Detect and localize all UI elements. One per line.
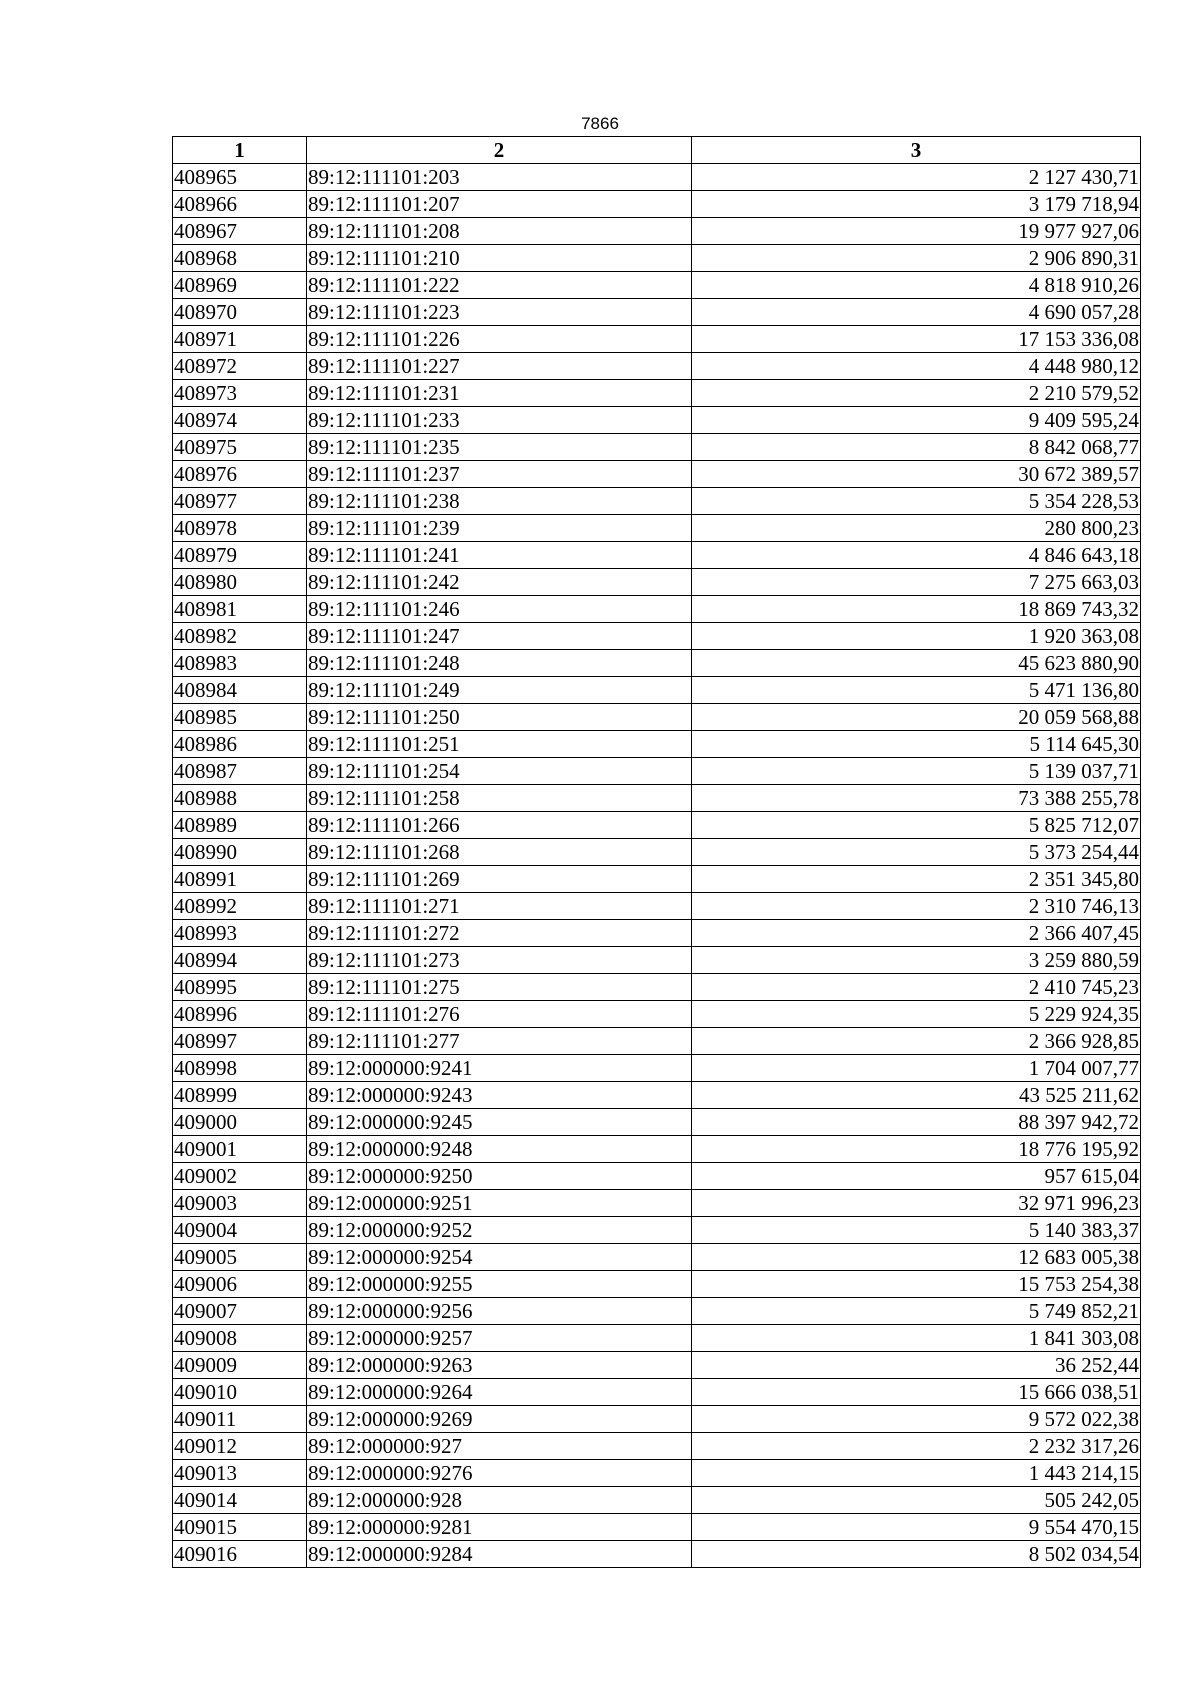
row-number-cell: 408971	[173, 326, 307, 353]
row-number-cell: 408972	[173, 353, 307, 380]
table-row	[173, 623, 1141, 650]
cadastral-id-cell: 89:12:111101:250	[307, 704, 692, 731]
cadastral-id-cell: 89:12:111101:208	[307, 218, 692, 245]
row-number-cell: 409009	[173, 1352, 307, 1379]
value-cell: 1 841 303,08	[692, 1325, 1141, 1352]
table-row	[173, 677, 1141, 704]
cadastral-id-cell: 89:12:111101:273	[307, 947, 692, 974]
table-row	[173, 704, 1141, 731]
table-row	[173, 1082, 1141, 1109]
cadastral-id-cell: 89:12:000000:9276	[307, 1460, 692, 1487]
row-number-cell: 408982	[173, 623, 307, 650]
row-number-cell: 408985	[173, 704, 307, 731]
value-cell: 280 800,23	[692, 515, 1141, 542]
table-row	[173, 839, 1141, 866]
cadastral-id-cell: 89:12:000000:9243	[307, 1082, 692, 1109]
value-cell: 5 140 383,37	[692, 1217, 1141, 1244]
table-row	[173, 893, 1141, 920]
row-number-cell: 409014	[173, 1487, 307, 1514]
row-number-cell: 408969	[173, 272, 307, 299]
cadastral-id-cell: 89:12:111101:271	[307, 893, 692, 920]
table-row	[173, 812, 1141, 839]
cadastral-id-cell: 89:12:111101:254	[307, 758, 692, 785]
cadastral-id-cell: 89:12:111101:239	[307, 515, 692, 542]
cadastral-id-cell: 89:12:111101:248	[307, 650, 692, 677]
value-cell: 5 471 136,80	[692, 677, 1141, 704]
table-row	[173, 1244, 1141, 1271]
cadastral-id-cell: 89:12:000000:9256	[307, 1298, 692, 1325]
table-row	[173, 785, 1141, 812]
value-cell: 88 397 942,72	[692, 1109, 1141, 1136]
table-row	[173, 1271, 1141, 1298]
value-cell: 1 920 363,08	[692, 623, 1141, 650]
table-row	[173, 947, 1141, 974]
row-number-cell: 408975	[173, 434, 307, 461]
table-row	[173, 974, 1141, 1001]
table-row	[173, 1460, 1141, 1487]
cadastral-id-cell: 89:12:111101:210	[307, 245, 692, 272]
value-cell: 36 252,44	[692, 1352, 1141, 1379]
table-row	[173, 1055, 1141, 1082]
row-number-cell: 408967	[173, 218, 307, 245]
row-number-cell: 408966	[173, 191, 307, 218]
page-number: 7866	[581, 114, 619, 133]
value-cell: 9 554 470,15	[692, 1514, 1141, 1541]
row-number-cell: 409008	[173, 1325, 307, 1352]
value-cell: 15 753 254,38	[692, 1271, 1141, 1298]
cadastral-id-cell: 89:12:111101:277	[307, 1028, 692, 1055]
value-cell: 8 502 034,54	[692, 1541, 1141, 1568]
table-row	[173, 542, 1141, 569]
table-row	[173, 299, 1141, 326]
cadastral-id-cell: 89:12:111101:237	[307, 461, 692, 488]
value-cell: 2 906 890,31	[692, 245, 1141, 272]
value-cell: 7 275 663,03	[692, 569, 1141, 596]
value-cell: 4 690 057,28	[692, 299, 1141, 326]
row-number-cell: 408994	[173, 947, 307, 974]
value-cell: 2 310 746,13	[692, 893, 1141, 920]
cadastral-id-cell: 89:12:111101:226	[307, 326, 692, 353]
value-cell: 5 825 712,07	[692, 812, 1141, 839]
table-row	[173, 272, 1141, 299]
cadastral-id-cell: 89:12:111101:242	[307, 569, 692, 596]
row-number-cell: 408984	[173, 677, 307, 704]
value-cell: 1 443 214,15	[692, 1460, 1141, 1487]
row-number-cell: 408988	[173, 785, 307, 812]
table-row	[173, 1514, 1141, 1541]
row-number-cell: 408977	[173, 488, 307, 515]
cadastral-id-cell: 89:12:000000:927	[307, 1433, 692, 1460]
cadastral-id-cell: 89:12:000000:9284	[307, 1541, 692, 1568]
value-cell: 20 059 568,88	[692, 704, 1141, 731]
row-number-cell: 409013	[173, 1460, 307, 1487]
table-row	[173, 1406, 1141, 1433]
row-number-cell: 408992	[173, 893, 307, 920]
row-number-cell: 408987	[173, 758, 307, 785]
cadastral-id-cell: 89:12:111101:235	[307, 434, 692, 461]
table-row	[173, 1163, 1141, 1190]
cadastral-id-cell: 89:12:111101:223	[307, 299, 692, 326]
table-row	[173, 758, 1141, 785]
value-cell: 2 366 407,45	[692, 920, 1141, 947]
value-cell: 43 525 211,62	[692, 1082, 1141, 1109]
table-row	[173, 461, 1141, 488]
table-row	[173, 1298, 1141, 1325]
value-cell: 32 971 996,23	[692, 1190, 1141, 1217]
table-row	[173, 596, 1141, 623]
cadastral-id-cell: 89:12:111101:222	[307, 272, 692, 299]
table-row	[173, 407, 1141, 434]
column-header-cadastral-id: 2	[307, 137, 692, 164]
table-row	[173, 1217, 1141, 1244]
row-number-cell: 408965	[173, 164, 307, 191]
value-cell: 3 259 880,59	[692, 947, 1141, 974]
row-number-cell: 408983	[173, 650, 307, 677]
table-row	[173, 1541, 1141, 1568]
row-number-cell: 408976	[173, 461, 307, 488]
cadastral-id-cell: 89:12:111101:203	[307, 164, 692, 191]
table-row	[173, 1109, 1141, 1136]
row-number-cell: 409000	[173, 1109, 307, 1136]
table-header-row	[173, 137, 1141, 164]
row-number-cell: 409006	[173, 1271, 307, 1298]
cadastral-id-cell: 89:12:000000:9257	[307, 1325, 692, 1352]
cadastral-id-cell: 89:12:111101:272	[307, 920, 692, 947]
row-number-cell: 408978	[173, 515, 307, 542]
row-number-cell: 408986	[173, 731, 307, 758]
cadastral-id-cell: 89:12:000000:9263	[307, 1352, 692, 1379]
row-number-cell: 408989	[173, 812, 307, 839]
value-cell: 45 623 880,90	[692, 650, 1141, 677]
table-row	[173, 1028, 1141, 1055]
value-cell: 5 114 645,30	[692, 731, 1141, 758]
cadastral-id-cell: 89:12:000000:9250	[307, 1163, 692, 1190]
table-row	[173, 1136, 1141, 1163]
row-number-cell: 409003	[173, 1190, 307, 1217]
cadastral-id-cell: 89:12:111101:269	[307, 866, 692, 893]
row-number-cell: 409011	[173, 1406, 307, 1433]
table-row	[173, 326, 1141, 353]
value-cell: 4 448 980,12	[692, 353, 1141, 380]
value-cell: 19 977 927,06	[692, 218, 1141, 245]
table-row	[173, 164, 1141, 191]
value-cell: 2 410 745,23	[692, 974, 1141, 1001]
row-number-cell: 409005	[173, 1244, 307, 1271]
table-row	[173, 191, 1141, 218]
value-cell: 505 242,05	[692, 1487, 1141, 1514]
cadastral-id-cell: 89:12:111101:266	[307, 812, 692, 839]
cadastral-id-cell: 89:12:111101:246	[307, 596, 692, 623]
cadastral-id-cell: 89:12:111101:231	[307, 380, 692, 407]
row-number-cell: 408968	[173, 245, 307, 272]
row-number-cell: 408973	[173, 380, 307, 407]
row-number-cell: 409001	[173, 1136, 307, 1163]
table-row	[173, 920, 1141, 947]
row-number-cell: 409010	[173, 1379, 307, 1406]
row-number-cell: 409015	[173, 1514, 307, 1541]
value-cell: 2 210 579,52	[692, 380, 1141, 407]
row-number-cell: 409016	[173, 1541, 307, 1568]
table-row	[173, 569, 1141, 596]
value-cell: 5 354 228,53	[692, 488, 1141, 515]
cadastral-id-cell: 89:12:000000:9264	[307, 1379, 692, 1406]
value-cell: 2 366 928,85	[692, 1028, 1141, 1055]
table-row	[173, 1487, 1141, 1514]
row-number-cell: 408997	[173, 1028, 307, 1055]
row-number-cell: 408974	[173, 407, 307, 434]
cadastral-id-cell: 89:12:111101:227	[307, 353, 692, 380]
row-number-cell: 409002	[173, 1163, 307, 1190]
cadastral-id-cell: 89:12:000000:9248	[307, 1136, 692, 1163]
cadastral-id-cell: 89:12:000000:9269	[307, 1406, 692, 1433]
row-number-cell: 408995	[173, 974, 307, 1001]
cadastral-id-cell: 89:12:111101:207	[307, 191, 692, 218]
table-row	[173, 1190, 1141, 1217]
table-row	[173, 353, 1141, 380]
table-body	[173, 164, 1141, 1568]
cadastral-id-cell: 89:12:111101:276	[307, 1001, 692, 1028]
value-cell: 5 373 254,44	[692, 839, 1141, 866]
value-cell: 9 572 022,38	[692, 1406, 1141, 1433]
cadastral-id-cell: 89:12:000000:9281	[307, 1514, 692, 1541]
cadastral-id-cell: 89:12:000000:928	[307, 1487, 692, 1514]
cadastral-id-cell: 89:12:000000:9245	[307, 1109, 692, 1136]
row-number-cell: 408980	[173, 569, 307, 596]
value-cell: 3 179 718,94	[692, 191, 1141, 218]
table-row	[173, 866, 1141, 893]
column-header-number: 1	[173, 137, 307, 164]
row-number-cell: 408991	[173, 866, 307, 893]
row-number-cell: 409004	[173, 1217, 307, 1244]
value-cell: 2 232 317,26	[692, 1433, 1141, 1460]
value-cell: 5 229 924,35	[692, 1001, 1141, 1028]
table-row	[173, 515, 1141, 542]
value-cell: 4 818 910,26	[692, 272, 1141, 299]
value-cell: 957 615,04	[692, 1163, 1141, 1190]
value-cell: 12 683 005,38	[692, 1244, 1141, 1271]
value-cell: 18 869 743,32	[692, 596, 1141, 623]
row-number-cell: 408998	[173, 1055, 307, 1082]
value-cell: 2 127 430,71	[692, 164, 1141, 191]
row-number-cell: 409007	[173, 1298, 307, 1325]
cadastral-id-cell: 89:12:111101:233	[307, 407, 692, 434]
cadastral-id-cell: 89:12:111101:258	[307, 785, 692, 812]
value-cell: 8 842 068,77	[692, 434, 1141, 461]
table-row	[173, 218, 1141, 245]
row-number-cell: 408999	[173, 1082, 307, 1109]
cadastral-id-cell: 89:12:000000:9241	[307, 1055, 692, 1082]
row-number-cell: 408979	[173, 542, 307, 569]
cadastral-id-cell: 89:12:111101:238	[307, 488, 692, 515]
value-cell: 30 672 389,57	[692, 461, 1141, 488]
row-number-cell: 408996	[173, 1001, 307, 1028]
cadastral-id-cell: 89:12:000000:9255	[307, 1271, 692, 1298]
column-header-value: 3	[692, 137, 1141, 164]
table-row	[173, 1001, 1141, 1028]
value-cell: 73 388 255,78	[692, 785, 1141, 812]
row-number-cell: 408990	[173, 839, 307, 866]
cadastral-value-table	[172, 136, 1141, 1568]
cadastral-id-cell: 89:12:000000:9252	[307, 1217, 692, 1244]
value-cell: 17 153 336,08	[692, 326, 1141, 353]
value-cell: 2 351 345,80	[692, 866, 1141, 893]
cadastral-id-cell: 89:12:111101:247	[307, 623, 692, 650]
table-row	[173, 380, 1141, 407]
table-row	[173, 731, 1141, 758]
table-row	[173, 1379, 1141, 1406]
value-cell: 5 749 852,21	[692, 1298, 1141, 1325]
table-row	[173, 650, 1141, 677]
cadastral-id-cell: 89:12:111101:251	[307, 731, 692, 758]
table-row	[173, 488, 1141, 515]
row-number-cell: 409012	[173, 1433, 307, 1460]
cadastral-id-cell: 89:12:000000:9251	[307, 1190, 692, 1217]
value-cell: 15 666 038,51	[692, 1379, 1141, 1406]
table-row	[173, 1325, 1141, 1352]
table-row	[173, 434, 1141, 461]
table-row	[173, 1352, 1141, 1379]
value-cell: 18 776 195,92	[692, 1136, 1141, 1163]
table-row	[173, 245, 1141, 272]
row-number-cell: 408970	[173, 299, 307, 326]
table-row	[173, 1433, 1141, 1460]
cadastral-id-cell: 89:12:111101:241	[307, 542, 692, 569]
value-cell: 5 139 037,71	[692, 758, 1141, 785]
cadastral-id-cell: 89:12:111101:249	[307, 677, 692, 704]
value-cell: 9 409 595,24	[692, 407, 1141, 434]
value-cell: 1 704 007,77	[692, 1055, 1141, 1082]
cadastral-id-cell: 89:12:111101:275	[307, 974, 692, 1001]
row-number-cell: 408993	[173, 920, 307, 947]
row-number-cell: 408981	[173, 596, 307, 623]
cadastral-id-cell: 89:12:111101:268	[307, 839, 692, 866]
value-cell: 4 846 643,18	[692, 542, 1141, 569]
cadastral-id-cell: 89:12:000000:9254	[307, 1244, 692, 1271]
